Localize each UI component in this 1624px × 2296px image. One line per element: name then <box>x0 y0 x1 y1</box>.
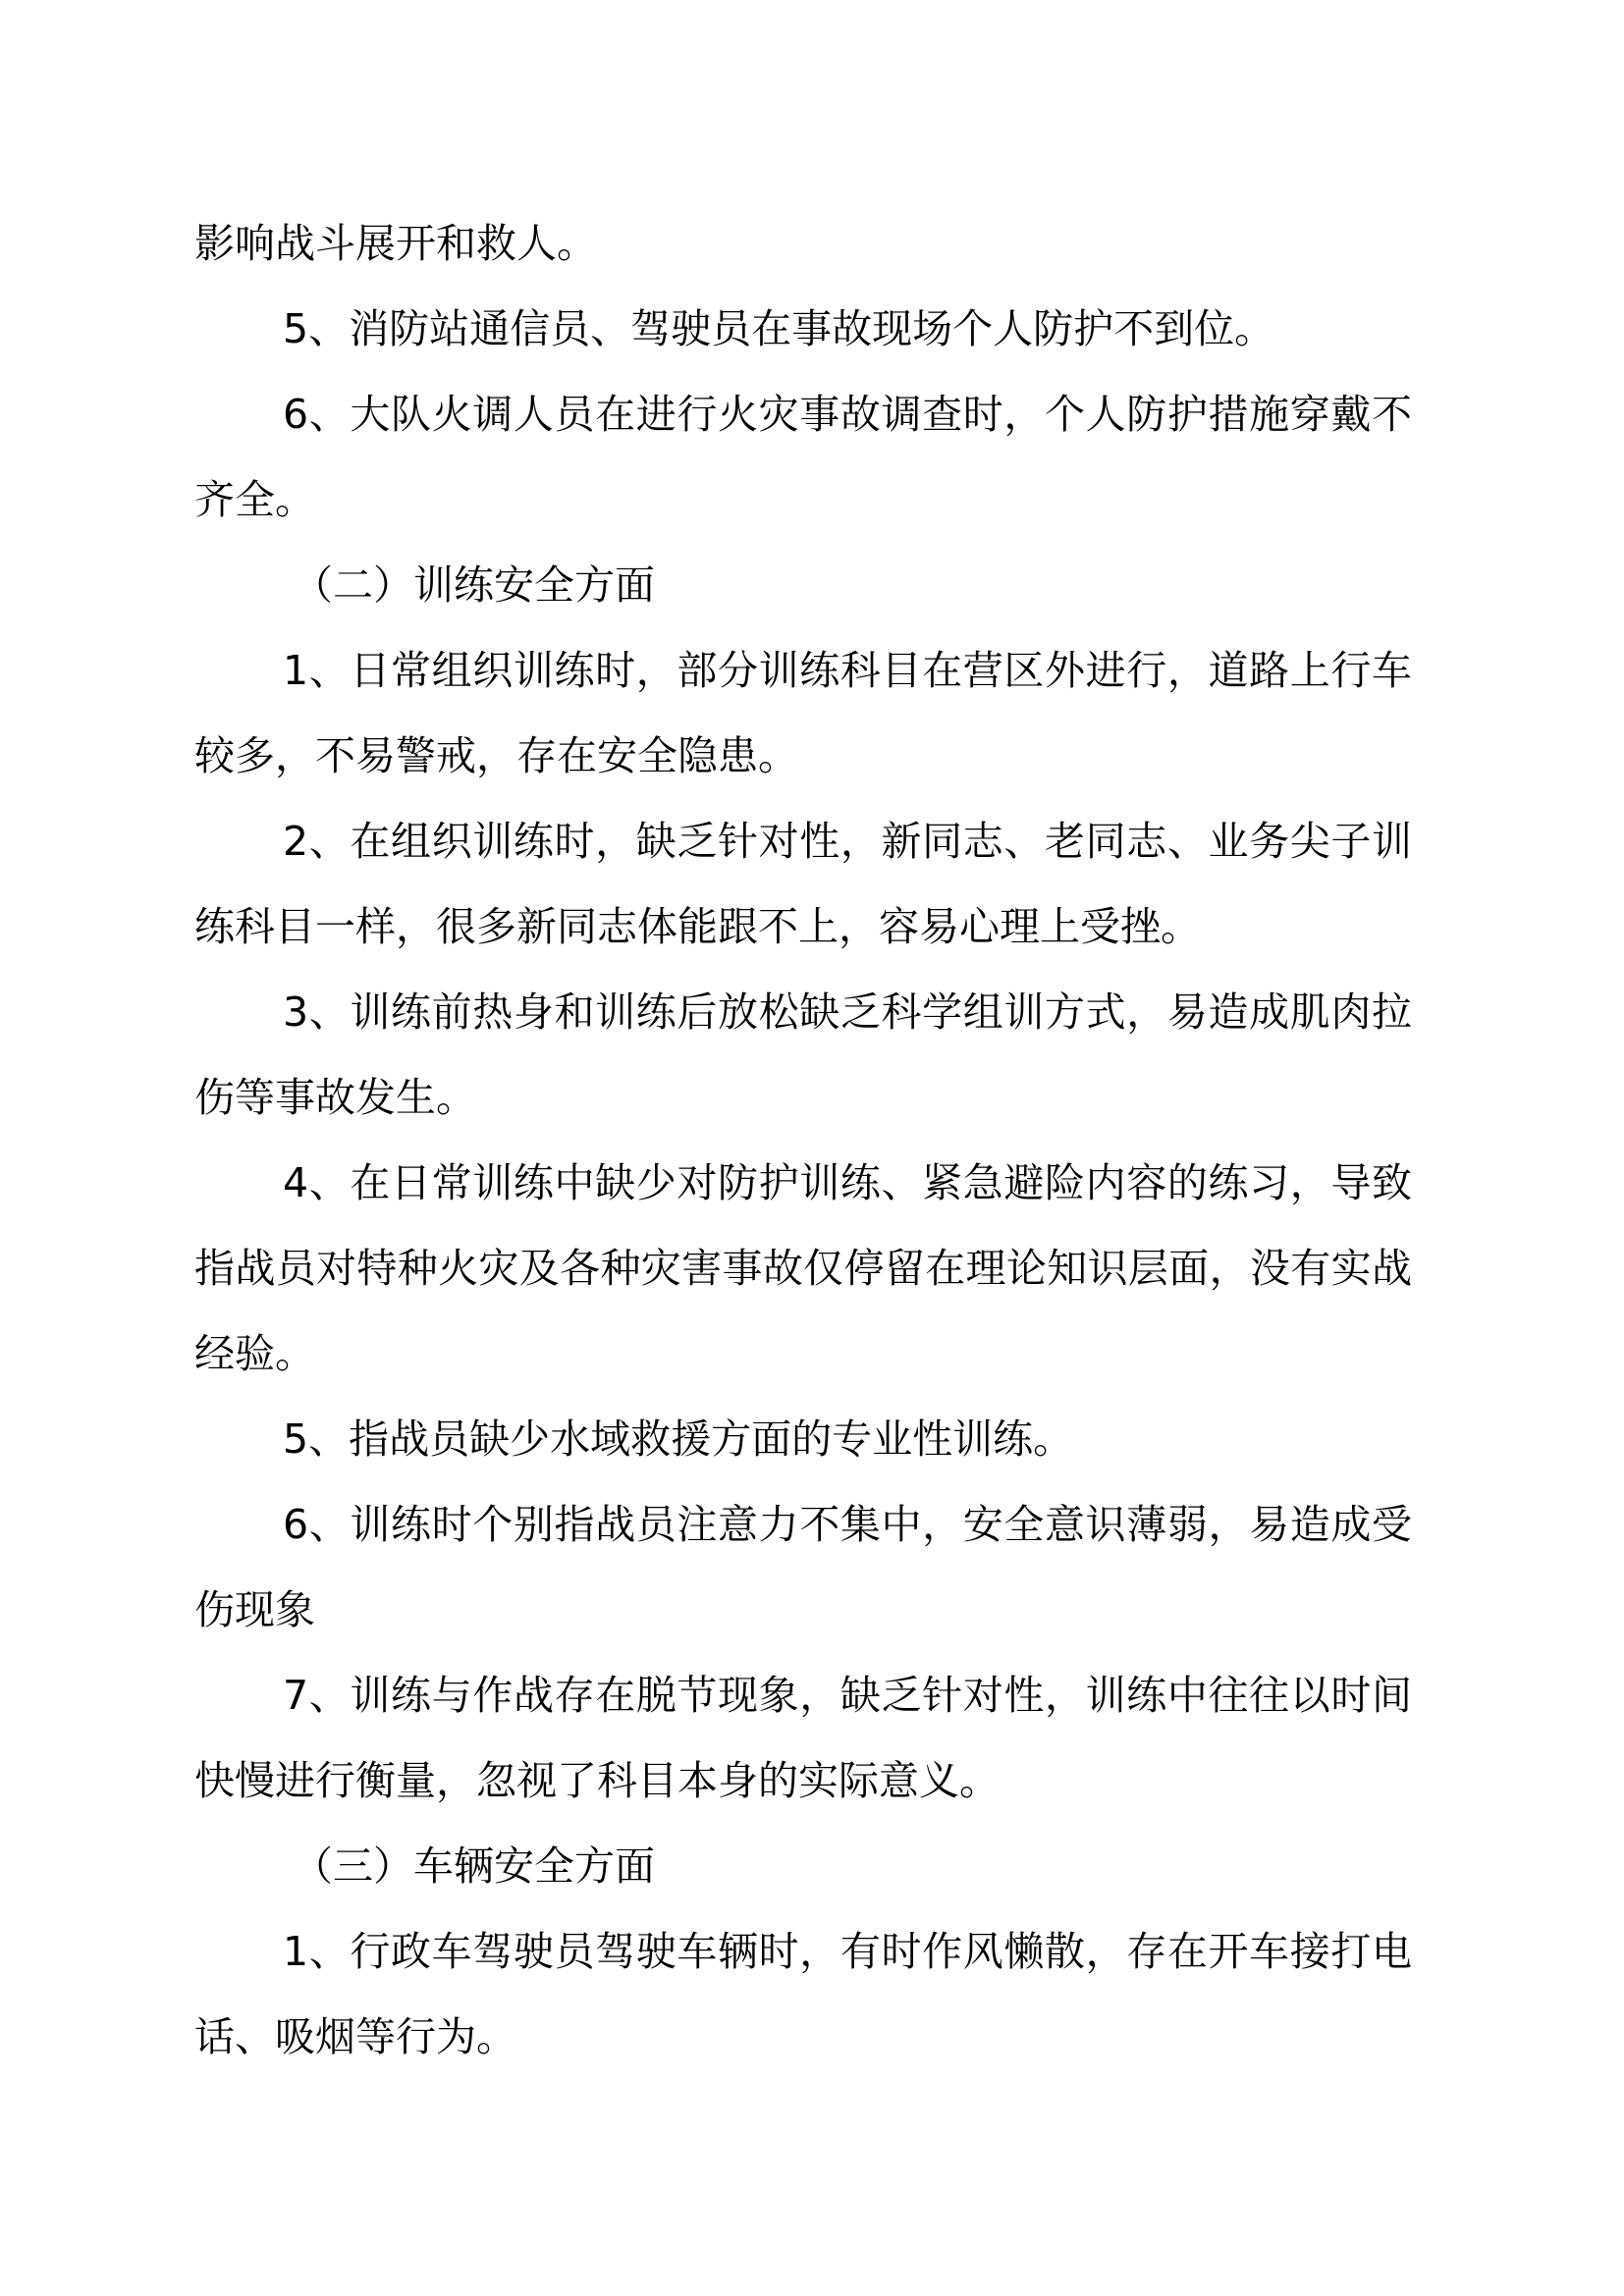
list-item-7-training-combat-gap: 7、训练与作战存在脱节现象，缺乏针对性，训练中往往以时间快慢进行衡量，忽视了科目本身的实际意义。 <box>194 1672 1412 1804</box>
list-item-2-lack-of-targeting: 2、在组织训练时，缺乏针对性，新同志、老同志、业务尖子训练科目一样，很多新同志体能跟不上，容易心理上受挫。 <box>194 818 1412 950</box>
list-item-3-warmup: 3、训练前热身和训练后放松缺乏科学组训方式，易造成肌肉拉伤等事故发生。 <box>194 988 1412 1121</box>
section-heading-training-safety: （二）训练安全方面 <box>293 561 655 609</box>
document-page <box>194 201 1412 2080</box>
list-item-1-outside-training: 1、日常组织训练时，部分训练科目在营区外进行，道路上行车较多，不易警戒，存在安全隐患。 <box>194 647 1412 779</box>
list-item-6-attention: 6、训练时个别指战员注意力不集中，安全意识薄弱，易造成受伤现象 <box>194 1501 1412 1633</box>
list-item-4-protection-training: 4、在日常训练中缺少对防护训练、紧急避险内容的练习，导致指战员对特种火灾及各种灾害事故仅停留在理论知识层面，没有实战经验。 <box>194 1159 1412 1377</box>
list-item-1-driver-behavior: 1、行政车驾驶员驾驶车辆时，有时作风懒散，存在开车接打电话、吸烟等行为。 <box>194 1928 1412 2060</box>
list-item-5-water-rescue: 5、指战员缺少水域救援方面的专业性训练。 <box>283 1415 1074 1463</box>
paragraph-continuation: 影响战斗展开和救人。 <box>194 220 597 267</box>
list-item-6-fire-investigation-protection: 6、大队火调人员在进行火灾事故调查时，个人防护措施穿戴不齐全。 <box>194 391 1412 523</box>
section-heading-vehicle-safety: （三）车辆安全方面 <box>293 1842 655 1890</box>
list-item-5-comms-driver-protection: 5、消防站通信员、驾驶员在事故现场个人防护不到位。 <box>283 305 1275 352</box>
